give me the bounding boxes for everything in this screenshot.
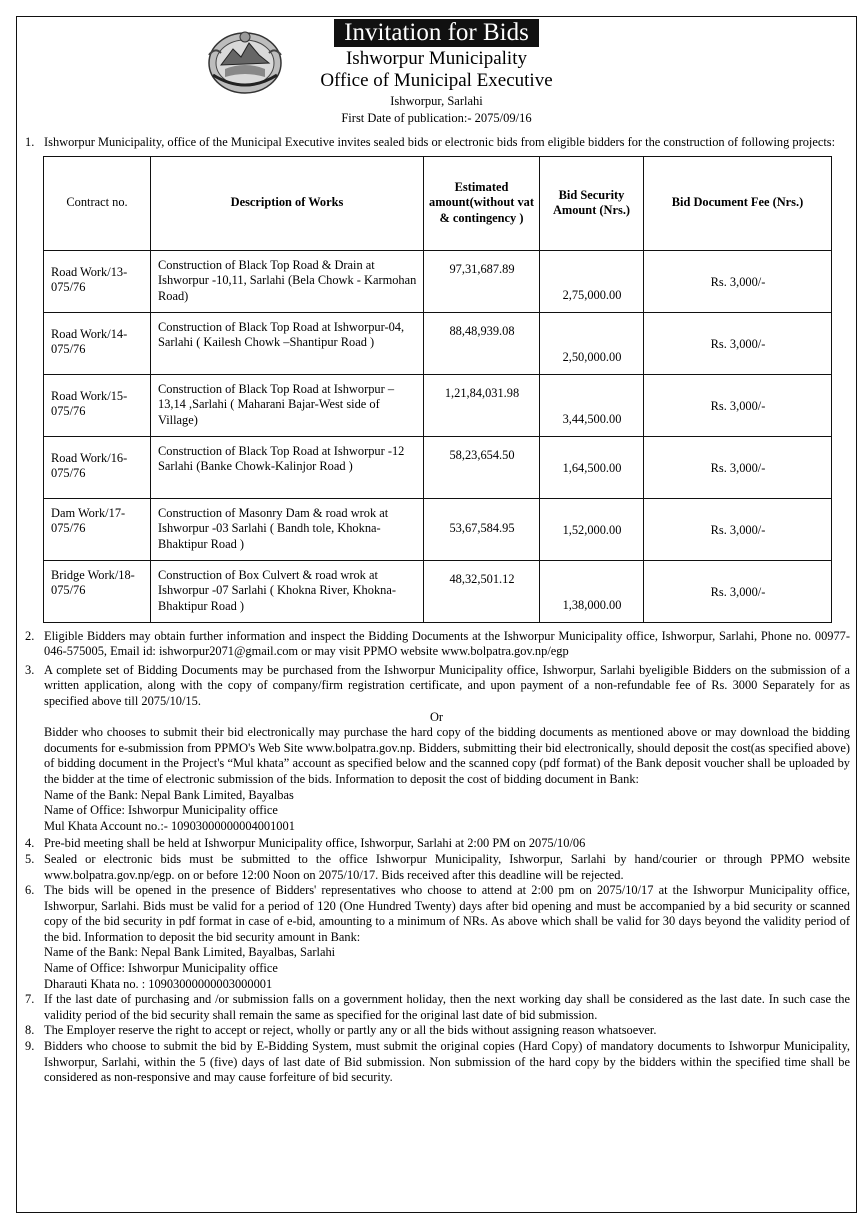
table-row [44,436,832,498]
document-fee: Rs. 3,000/- [644,560,832,622]
office-location: Ishworpur, Sarlahi [390,94,483,108]
item-text: A complete set of Bidding Documents may be purchased from the Ishworpur Municipality office, Ishworpur, Sarlahi byeligible Bidders on the submission of a written application, along with the copy of company/firm registration certificate, and upon payment of a non-refundable fee of Rs. 3000 Separately for as specified above till 2075/10/15. [44,662,850,708]
list-item [17,836,856,852]
table-header-row [44,156,832,250]
item-number: 7. [25,992,35,1007]
col-security-header: Bid Security Amount (Nrs.) [540,156,644,250]
work-description: Construction of Black Top Road at Ishworpur-04, Sarlahi ( Kailesh Chowk –Shantipur Road ) [151,312,424,374]
list-item [17,1039,856,1086]
publication-date: First Date of publication:- 2075/09/16 [341,111,532,125]
document-fee: Rs. 3,000/- [644,250,832,312]
document-fee: Rs. 3,000/- [644,498,832,560]
mul-khata-account: Mul Khata Account no.:- 10903000000004001001 [44,818,295,833]
table-row [44,498,832,560]
item-number: 4. [25,836,35,851]
estimated-amount: 97,31,687.89 [424,250,540,312]
work-description: Construction of Black Top Road at Ishworpur – 13,14 ,Sarlahi ( Maharani Bajar-West side of Village) [151,374,424,436]
bid-security: 1,64,500.00 [540,436,644,498]
bid-security: 2,50,000.00 [540,312,644,374]
work-description: Construction of Black Top Road at Ishworpur -12 Sarlahi (Banke Chowk-Kalinjor Road ) [151,436,424,498]
notice-header [17,17,856,135]
col-estimate-header: Estimated amount(without vat & contingency ) [424,156,540,250]
e-bid-purchase-text: Bidder who chooses to submit their bid electronically may purchase the hard copy of the bidding documents as mentioned above or may download the bidding documents for e-submission from PPMO's Web Site www.bolpatra.gov.np. Bidders, submitting their bid electronically, should deposit the cost(as specified above) of bidding document in the Project's “Mul khata” account as specified below and the scanned copy (pdf format) of the Bank deposit voucher shall be uploaded by the bidder at the time of electronic submission of the bids. Information to deposit the cost of bidding document in Bank: [44,725,850,786]
list-item [17,852,856,883]
estimated-amount: 88,48,939.08 [424,312,540,374]
list-item [17,663,856,710]
office-name-line: Name of Office: Ishworpur Municipality office [44,803,278,818]
work-description: Construction of Black Top Road & Drain at Ishworpur -10,11, Sarlahi (Bela Chowk - Karmohan Road) [151,250,424,312]
estimated-amount: 1,21,84,031.98 [424,374,540,436]
item-number: 9. [25,1039,35,1054]
col-contract-header: Contract no. [44,156,151,250]
bid-security: 3,44,500.00 [540,374,644,436]
org-name: Ishworpur Municipality [345,48,527,69]
bank-name: Name of the Bank: Nepal Bank Limited, Bayalbas [44,787,294,802]
contract-no: Road Work/15-075/76 [44,374,151,436]
document-fee: Rs. 3,000/- [644,436,832,498]
bank-name: Name of the Bank: Nepal Bank Limited, Bayalbas, Sarlahi [44,945,336,960]
dharauti-account: Dharauti Khata no. : 10903000000003000001 [44,976,273,991]
document-fee: Rs. 3,000/- [644,374,832,436]
bids-table [43,156,832,623]
col-fee-header: Bid Document Fee (Nrs.) [644,156,832,250]
item-text: The Employer reserve the right to accept or reject, wholly or partly any or all the bids without assigning reason whatsoever. [44,1023,657,1038]
nepal-government-emblem [205,25,285,97]
contract-no: Road Work/16-075/76 [44,436,151,498]
item-number: 1. [25,135,35,149]
document-fee: Rs. 3,000/- [644,312,832,374]
item-text: Ishworpur Municipality, office of the Municipal Executive invites sealed bids or electronic bids from eligible bidders for the construction of following projects: [44,135,836,149]
table-row [44,374,832,436]
table-row [44,560,832,622]
table-row [44,312,832,374]
list-item [17,992,856,1023]
office-name-line: Name of Office: Ishworpur Municipality office [44,961,278,976]
bid-security: 2,75,000.00 [540,250,644,312]
item-text: The bids will be opened in the presence of Bidders' representatives who choose to attend at 2:00 pm on 2075/10/17 at the Ishworpur Municipality office, Ishworpur, Sarlahi. Bids must be valid for a period of 120 (One Hundred Twenty) days after bid opening and must be accompanied by a bid security or scanned copy of the bid security in pdf format in case of e-bid, amounting to a minimum of NRs. As above which shall be valid for 30 days beyond the validity period of the bid. Information to deposit the bid security amount in Bank: [44,883,850,944]
list-item [17,135,856,151]
estimated-amount: 48,32,501.12 [424,560,540,622]
list-item [17,629,856,660]
item-text: Pre-bid meeting shall be held at Ishworpur Municipality office, Ishworpur, Sarlahi at 2:00 PM on 2075/10/06 [44,836,586,851]
contract-no: Dam Work/17-075/76 [44,498,151,560]
item-text: If the last date of purchasing and /or submission falls on a government holiday, then the next working day shall be considered as the last date. In such case the validity period of the bid security shall remain the same as specified for the original last date of bid submission. [44,992,850,1022]
work-description: Construction of Masonry Dam & road wrok at Ishworpur -03 Sarlahi ( Bandh tole, Khokna-Bhaktipur Road ) [151,498,424,560]
table-row [44,250,832,312]
office-name: Office of Municipal Executive [320,70,553,91]
item-number: 2. [25,628,35,643]
notice-title: Invitation for Bids [334,19,539,47]
list-item [17,883,856,945]
item-text: Eligible Bidders may obtain further information and inspect the Bidding Documents at the Ishworpur Municipality office, Ishworpur, Sarlahi, Phone no. 00977-046-575005, Email id: ishworpur2071@gmail.com or may visit PPMO website www.bolpatra.gov.np/egp [44,628,850,659]
item-text: Bidders who choose to submit the bid by E-Bidding System, must submit the original copies (Hard Copy) of mandatory documents to Ishworpur Municipality, Ishworpur, Sarlahi, within the 5 (five) days of last date of Bid submission. Non submission of the hard copy by the bidders within the specified time shall be considered as non-responsive and may cause forfeiture of bid security. [44,1039,850,1085]
list-item [17,1023,856,1039]
contract-no: Bridge Work/18-075/76 [44,560,151,622]
col-description-header: Description of Works [151,156,424,250]
item-text: Sealed or electronic bids must be submitted to the office Ishworpur Municipality, Ishworpur, Sarlahi by hand/courier or through PPMO website www.bolpatra.gov.np/egp. on or before 12:00 Noon on 2075/10/17. Bids received after this deadline will be rejected. [44,851,850,882]
work-description: Construction of Box Culvert & road wrok at Ishworpur -07 Sarlahi ( Khokna River, Khokna-Bhaktipur Road ) [151,560,424,622]
or-separator: Or [429,709,444,724]
estimated-amount: 58,23,654.50 [424,436,540,498]
contract-no: Road Work/13-075/76 [44,250,151,312]
item-number: 6. [25,883,35,898]
bid-security: 1,52,000.00 [540,498,644,560]
estimated-amount: 53,67,584.95 [424,498,540,560]
item-number: 3. [25,662,35,677]
bid-security: 1,38,000.00 [540,560,644,622]
item-number: 8. [25,1023,35,1038]
contract-no: Road Work/14-075/76 [44,312,151,374]
notice-page [16,16,857,1213]
item-number: 5. [25,851,35,866]
